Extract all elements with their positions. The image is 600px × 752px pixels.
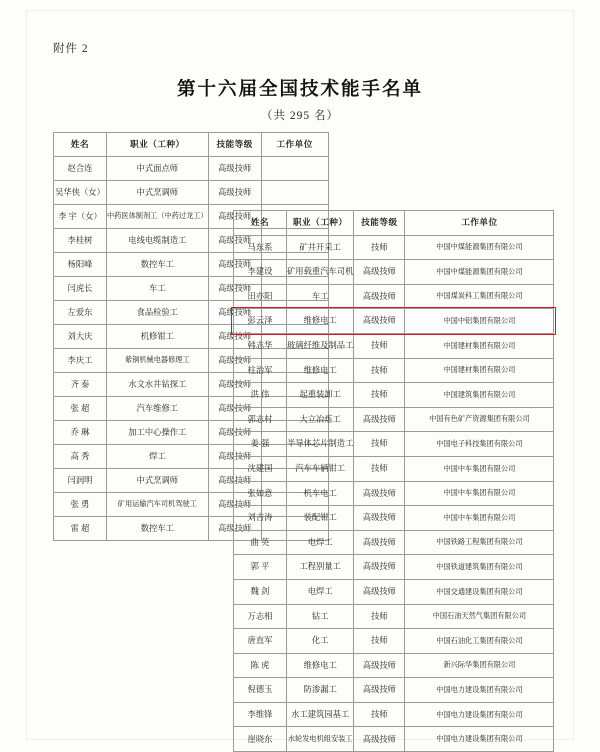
table-cell: 高级技师: [354, 727, 405, 752]
table-cell: 沈建国: [234, 456, 287, 481]
table-cell: 倪德玉: [234, 678, 287, 703]
table-cell: 高级技师: [354, 284, 405, 309]
table-cell: 数控车工: [107, 253, 209, 277]
table-cell: 中国铁道建筑集团有限公司: [405, 555, 554, 580]
table-cell: 高级技师: [208, 493, 261, 517]
column-header-occupation: 职业（工种）: [107, 133, 209, 157]
table-cell: 机修钳工: [107, 325, 209, 349]
table-cell: 高级技师: [354, 407, 405, 432]
table-cell: 技师: [354, 358, 405, 383]
table-cell: 维修电工: [287, 653, 354, 678]
table-row: [234, 333, 554, 358]
table-cell: 高级技师: [354, 530, 405, 555]
table-cell: 韩志华: [234, 333, 287, 358]
column-header-name: 姓名: [54, 133, 107, 157]
table-cell: 高级技师: [208, 397, 261, 421]
table-cell: 中国交通建设集团有限公司: [405, 579, 554, 604]
table-cell: 高级技师: [208, 205, 261, 229]
table-cell: 维修电工: [287, 309, 354, 334]
column-header-unit: 工作单位: [261, 133, 328, 157]
table-cell: 高级技师: [354, 260, 405, 285]
table-cell: 中国煤炭科工集团有限公司: [405, 284, 554, 309]
table-cell: 中国建材集团有限公司: [405, 358, 554, 383]
table-cell: 中国有色矿产资源集团有限公司: [405, 407, 554, 432]
table-cell: 中国石油化工集团有限公司: [405, 629, 554, 654]
table-cell: 技师: [354, 604, 405, 629]
table-cell: 吴华侠（女）: [54, 181, 107, 205]
table-cell: 技师: [354, 383, 405, 408]
table-row: [234, 653, 554, 678]
table-row: [234, 432, 554, 457]
table-cell: 齐 泰: [54, 373, 107, 397]
table-cell: 高级技师: [354, 481, 405, 506]
table-cell: 汽车维修工: [107, 397, 209, 421]
table-cell: 技师: [354, 702, 405, 727]
table-cell: 中国电力建设集团有限公司: [405, 727, 554, 752]
table-cell: 电线电缆制造工: [107, 229, 209, 253]
table-cell: 中国建筑集团有限公司: [405, 383, 554, 408]
table-cell: 技师: [354, 432, 405, 457]
table-cell: 维修电工: [287, 358, 354, 383]
table-cell: 高级技师: [208, 349, 261, 373]
table-cell: 矿用运输汽车司机驾驶工: [107, 493, 209, 517]
table-row: [234, 678, 554, 703]
table-cell: 食品检验工: [107, 301, 209, 325]
table-row: [234, 481, 554, 506]
table-cell: 高级技师: [208, 517, 261, 541]
table-cell: 中国中车集团有限公司: [405, 506, 554, 531]
table-cell: 机车电工: [287, 481, 354, 506]
table-cell: 工程别量工: [287, 555, 354, 580]
table-cell: 高级技师: [208, 421, 261, 445]
table-cell: 闫虎长: [54, 277, 107, 301]
table-cell: 闫润明: [54, 469, 107, 493]
table-row: [234, 579, 554, 604]
table-cell: 水轮发电机组安装工: [287, 727, 354, 752]
table-cell: 中国电力建设集团有限公司: [405, 678, 554, 703]
table-cell: 技师: [354, 456, 405, 481]
table-cell: 中国电子科技集团有限公司: [405, 432, 554, 457]
table-cell: 高级技师: [208, 253, 261, 277]
column-header-name: 姓名: [234, 211, 287, 236]
table-cell: 电焊工: [287, 530, 354, 555]
table-cell: 李维锋: [234, 702, 287, 727]
table-cell: 高级技师: [354, 579, 405, 604]
table-cell: 唐直军: [234, 629, 287, 654]
table-row: [54, 181, 329, 205]
table-row: [234, 284, 554, 309]
table-cell: 李庆工: [54, 349, 107, 373]
table-cell: 高级技师: [208, 229, 261, 253]
table-cell: 田亦阳: [234, 284, 287, 309]
table-cell: 张 勇: [54, 493, 107, 517]
table-row: [234, 629, 554, 654]
table-cell: 李 宇（女）: [54, 205, 107, 229]
table-cell: 高级技师: [208, 157, 261, 181]
table-cell: 中国中车集团有限公司: [405, 481, 554, 506]
table-cell: 焊工: [107, 445, 209, 469]
table-row: [234, 358, 554, 383]
table-cell: 中国中铝集团有限公司: [405, 309, 554, 334]
table-cell: 马东系: [234, 235, 287, 260]
table-cell: 郭 平: [234, 555, 287, 580]
table-cell: 高级技师: [208, 445, 261, 469]
table-row: [234, 506, 554, 531]
table-cell: 赵合连: [54, 157, 107, 181]
table-cell: 李建设: [234, 260, 287, 285]
table-row: [234, 309, 554, 334]
table-cell: 高级技师: [208, 325, 261, 349]
table-cell: 刘大庆: [54, 325, 107, 349]
table-cell: 陈 虎: [234, 653, 287, 678]
table-cell: 钻工: [287, 604, 354, 629]
table-cell: 刘吉涛: [234, 506, 287, 531]
table-cell: 技师: [354, 629, 405, 654]
column-header-level: 技能等级: [208, 133, 261, 157]
table-cell: 车工: [107, 277, 209, 301]
table-cell: 中式烹调师: [107, 181, 209, 205]
table-row: [234, 383, 554, 408]
table-cell: 矿井开采工: [287, 235, 354, 260]
table-cell: [261, 181, 328, 205]
right-name-table: [233, 210, 554, 752]
table-cell: 技师: [354, 235, 405, 260]
table-cell: 高级技师: [208, 181, 261, 205]
table-cell: 电焊工: [287, 579, 354, 604]
table-cell: 矿用载重汽车司机: [287, 260, 354, 285]
table-row: [234, 604, 554, 629]
table-cell: 中国建材集团有限公司: [405, 333, 554, 358]
table-cell: 崖晓东: [234, 727, 287, 752]
table-cell: 技师: [354, 333, 405, 358]
table-cell: 新兴际华集团有限公司: [405, 653, 554, 678]
table-cell: 数控车工: [107, 517, 209, 541]
table-row: [234, 702, 554, 727]
table-cell: 化工: [287, 629, 354, 654]
table-cell: 高级技师: [354, 555, 405, 580]
column-header-unit: 工作单位: [405, 211, 554, 236]
table-row: [234, 530, 554, 555]
table-cell: 彭云泽: [234, 309, 287, 334]
table-cell: 水工建筑园基工: [287, 702, 354, 727]
attachment-label: 附件 2: [53, 43, 89, 55]
table-cell: 中国铁路工程集团有限公司: [405, 530, 554, 555]
table-cell: 中国中车集团有限公司: [405, 456, 554, 481]
table-cell: 高级技师: [208, 301, 261, 325]
table-cell: 姜 强: [234, 432, 287, 457]
table-cell: 高级技师: [354, 678, 405, 703]
table-cell: 柱治军: [234, 358, 287, 383]
table-cell: 汽车车辆钳工: [287, 456, 354, 481]
table-cell: 左爱东: [54, 301, 107, 325]
table-cell: 加工中心操作工: [107, 421, 209, 445]
table-cell: 高级技师: [208, 469, 261, 493]
table-cell: 半导体芯片制造工: [287, 432, 354, 457]
table-cell: 万志相: [234, 604, 287, 629]
table-cell: 魏 剑: [234, 579, 287, 604]
table-cell: 中国中煤能源集团有限公司: [405, 260, 554, 285]
table-cell: 紫铜机械电器修理工: [107, 349, 209, 373]
table-cell: 杨阳峰: [54, 253, 107, 277]
table-row: [234, 456, 554, 481]
table-row: [234, 235, 554, 260]
table-row: [54, 157, 329, 181]
table-cell: 高级技师: [354, 309, 405, 334]
table-cell: 车工: [287, 284, 354, 309]
table-cell: [261, 157, 328, 181]
table-cell: 乔 琳: [54, 421, 107, 445]
table-cell: 中国中煤能源集团有限公司: [405, 235, 554, 260]
table-cell: 高级技师: [354, 506, 405, 531]
table-row: [234, 260, 554, 285]
table-cell: 高级技师: [208, 373, 261, 397]
table-cell: 张如意: [234, 481, 287, 506]
table-cell: 中国电力建设集团有限公司: [405, 702, 554, 727]
table-cell: 大立冶炼工: [287, 407, 354, 432]
table-row: [234, 555, 554, 580]
table-cell: 高级技师: [208, 277, 261, 301]
table-row: [234, 727, 554, 752]
page-subtitle: （共 295 名）: [261, 110, 339, 122]
table-cell: 中国石油天然气集团有限公司: [405, 604, 554, 629]
table-cell: 张 超: [54, 397, 107, 421]
table-cell: 中式面点师: [107, 157, 209, 181]
table-cell: 起重装卸工: [287, 383, 354, 408]
table-header-row: [54, 133, 329, 157]
table-cell: 防渗漏工: [287, 678, 354, 703]
table-row: [234, 407, 554, 432]
table-cell: 装配钳工: [287, 506, 354, 531]
table-cell: 中药医体制剂工（中药过龙工）: [107, 205, 209, 229]
table-cell: 李桂树: [54, 229, 107, 253]
table-cell: 玻璃纤维及制品工: [287, 333, 354, 358]
table-cell: 高级技师: [354, 653, 405, 678]
table-cell: 郭志村: [234, 407, 287, 432]
column-header-level: 技能等级: [354, 211, 405, 236]
table-cell: 曲 英: [234, 530, 287, 555]
page-title: 第十六届全国技术能手名单: [176, 80, 423, 100]
table-cell: 洪 伟: [234, 383, 287, 408]
table-cell: 水文水井钻探工: [107, 373, 209, 397]
column-header-occupation: 职业（工种）: [287, 211, 354, 236]
table-cell: 雷 超: [54, 517, 107, 541]
table-cell: 高 秀: [54, 445, 107, 469]
table-cell: 中式烹调师: [107, 469, 209, 493]
table-header-row: [234, 211, 554, 236]
